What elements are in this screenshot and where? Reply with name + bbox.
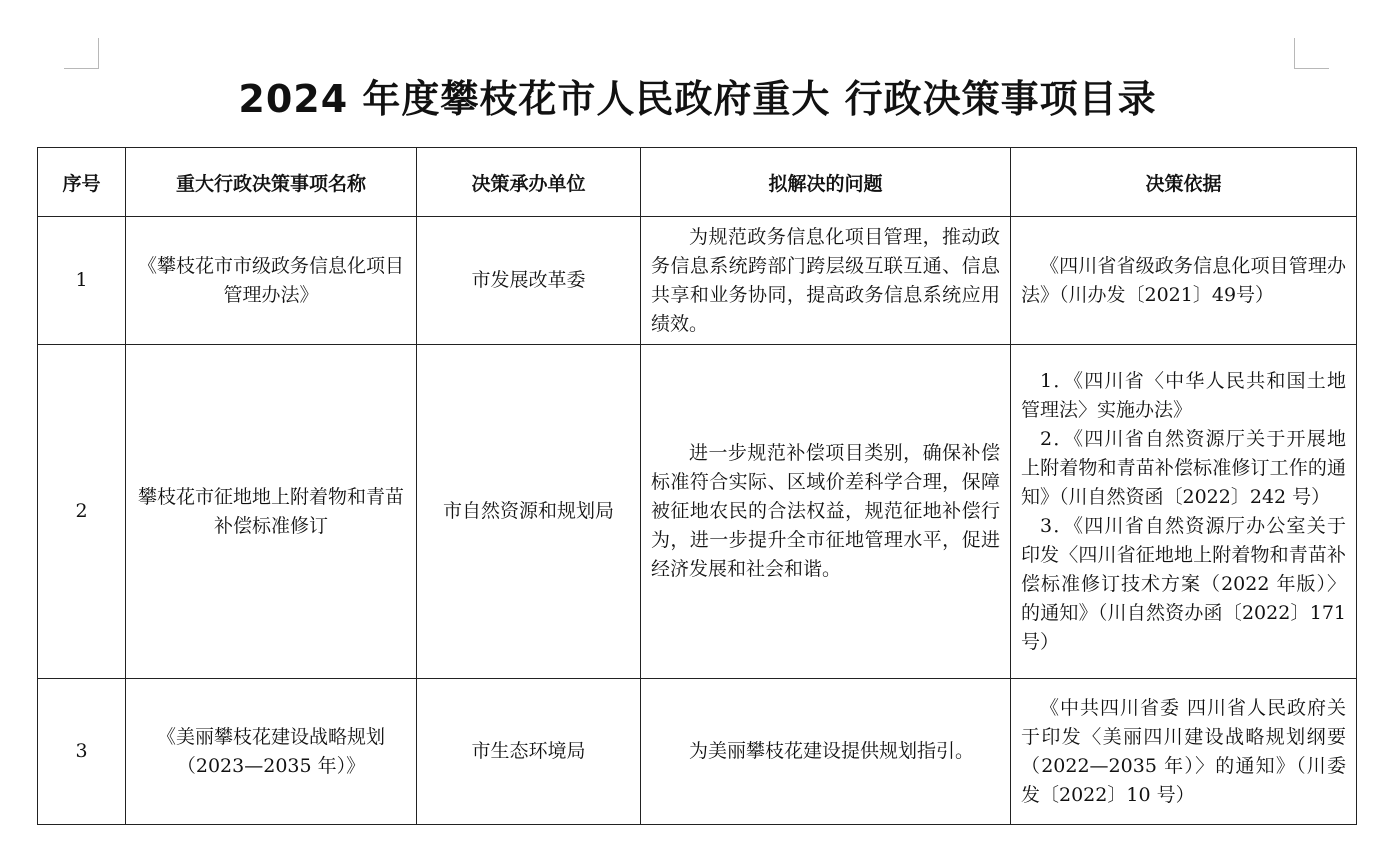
row-basis (1011, 217, 1357, 345)
row-item-name: 攀枝花市征地地上附着物和青苗补偿标准修订 (126, 345, 417, 679)
table-header-row (38, 148, 1357, 217)
basis-text: 《中共四川省委 四川省人民政府关于印发〈美丽四川建设战略规划纲要（2022—2035 年）〉的通知》（川委发〔2022〕10 号） (1021, 696, 1346, 806)
row-problem (641, 679, 1011, 825)
corner-mark-right (1294, 38, 1329, 69)
header-unit: 决策承办单位 (417, 148, 641, 217)
problem-text: 进一步规范补偿项目类别，确保补偿标准符合实际、区域价差科学合理，保障被征地农民的合法权益，规范征地补偿行为，进一步提升全市征地管理水平，促进经济发展和社会和谐。 (651, 442, 1000, 580)
header-number: 序号 (38, 148, 126, 217)
row-basis (1011, 345, 1357, 679)
basis-item: 3．《四川省自然资源厅办公室关于印发〈四川省征地地上附着物和青苗补偿标准修订技术方案（2022 年版）〉的通知》（川自然资办函〔2022〕171 号） (1021, 514, 1346, 653)
row-number: 2 (38, 345, 126, 679)
basis-text: 《四川省省级政务信息化项目管理办法》（川办发〔2021〕49号） (1021, 254, 1346, 306)
problem-text: 为美丽攀枝花建设提供规划指引。 (689, 740, 975, 762)
page-title: 2024 年度攀枝花市人民政府重大 行政决策事项目录 (238, 77, 1157, 121)
corner-mark-left (64, 38, 99, 69)
row-unit: 市自然资源和规划局 (417, 345, 641, 679)
row-number: 1 (38, 217, 126, 345)
header-problem: 拟解决的问题 (641, 148, 1011, 217)
table-row (38, 217, 1357, 345)
decision-table (37, 147, 1357, 825)
row-item-name: 《美丽攀枝花建设战略规划（2023—2035 年）》 (126, 679, 417, 825)
row-problem (641, 345, 1011, 679)
row-unit: 市生态环境局 (417, 679, 641, 825)
table-row (38, 345, 1357, 679)
row-item-name: 《攀枝花市市级政务信息化项目管理办法》 (126, 217, 417, 345)
table-row (38, 679, 1357, 825)
problem-text: 为规范政务信息化项目管理，推动政务信息系统跨部门跨层级互联互通、信息共享和业务协同，提高政务信息系统应用绩效。 (651, 225, 1000, 335)
header-basis: 决策依据 (1011, 148, 1357, 217)
row-basis (1011, 679, 1357, 825)
row-unit: 市发展改革委 (417, 217, 641, 345)
row-problem (641, 217, 1011, 345)
basis-item: 1．《四川省〈中华人民共和国土地管理法〉实施办法》 (1021, 369, 1346, 421)
header-item-name: 重大行政决策事项名称 (126, 148, 417, 217)
row-number: 3 (38, 679, 126, 825)
basis-item: 2．《四川省自然资源厅关于开展地上附着物和青苗补偿标准修订工作的通知》（川自然资函〔2022〕242 号） (1021, 427, 1346, 508)
